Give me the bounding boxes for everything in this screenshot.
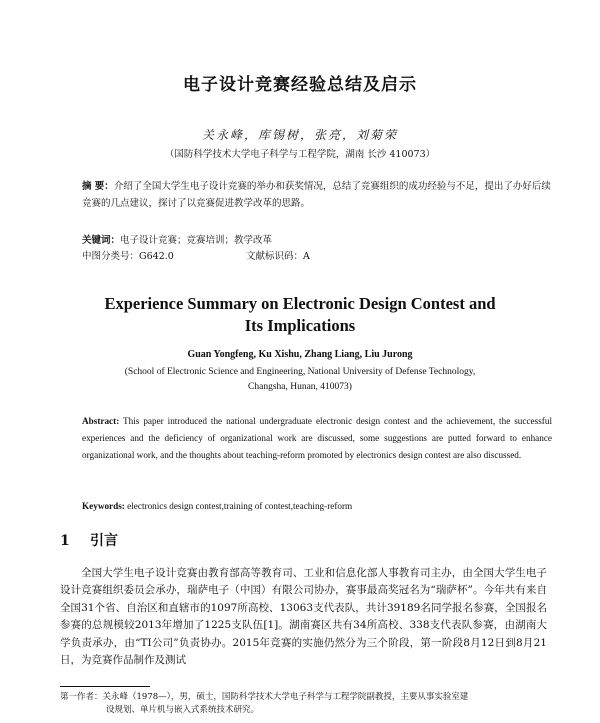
english-keywords-label: Keywords: [82, 501, 125, 511]
document-code-value: A [303, 251, 310, 262]
class-number-value: G642.0 [139, 251, 174, 262]
footnote [60, 691, 560, 717]
document-code-label: 文献标识码： [246, 251, 304, 262]
english-keywords-text: electronics design contest,training of contest,teaching-reform [124, 501, 353, 511]
chinese-affiliation: （国防科学技术大学电子科学与工程学院，湖南 长沙 410073） [164, 149, 436, 160]
english-title-line1: Experience Summary on Electronic Design Contest and [104, 294, 496, 313]
chinese-abstract [82, 178, 552, 212]
chinese-abstract-label: 摘 要： [82, 181, 114, 192]
footnote-line1: 第一作者：关永峰（1978—），男，硕士，国防科学技术大学电子科学与工程学院副教授，主要从事实验室建 [60, 692, 469, 702]
english-authors: Guan Yongfeng, Ku Xishu, Zhang Liang, Liu Jurong [187, 349, 413, 360]
chinese-keywords-text: 电子设计竞赛；竞赛培训；教学改革 [120, 235, 273, 246]
chinese-keywords [82, 232, 272, 246]
english-keywords [82, 501, 352, 511]
chinese-authors: 关永峰，库锡树，张亮，刘菊荣 [201, 128, 398, 142]
body-paragraph: 全国大学生电子设计竞赛由教育部高等教育司、工业和信息化部人事教育司主办，由全国大学生电子设计竞赛组织委员会承办，瑞萨电子（中国）有限公司协办，赛事最高奖冠名为“瑞萨杯”。今年共有来自全国31个省、自治区和直辖市的1097所高校、13063支代表队，共计39189名同学报名参赛，全国报名参赛的总规模较2013年增加了1225支队伍[1]。湖南赛区共有34所高校、338支代表队参赛，由湖南大学负责承办，由“TI公司”负责协办。2015年竞赛的实施仍然分为三个阶段，第一阶段8月12日到8月21日，为竞赛作品制作及测试 [60, 567, 547, 667]
chinese-keywords-label: 关键词： [82, 235, 121, 246]
section-heading [60, 530, 118, 550]
english-title [0, 293, 600, 337]
english-abstract-label: Abstract: [82, 416, 120, 426]
section-number: 1 [60, 533, 70, 549]
footnote-divider [60, 686, 150, 687]
classification-line [82, 248, 552, 262]
english-abstract-text: This paper introduced the national undergraduate electronic design contest and the achievement, the successful experiences and the deficiency of organizational work are discussed, some suggestions are putted forward to enhance organizational work, and the thoughts about teaching-reform promoted by electronics design contest are also discussed. [82, 416, 552, 460]
english-affiliation [0, 365, 600, 395]
english-title-line2: Its Implications [244, 316, 356, 335]
chinese-abstract-text: 介绍了全国大学生电子设计竞赛的举办和获奖情况，总结了竞赛组织的成功经验与不足，提出了办好后续竞赛的几点建议，探讨了以竞赛促进教学改革的思路。 [82, 181, 551, 209]
footnote-line2: 设规划、单片机与嵌入式系统技术研究。 [106, 705, 260, 715]
english-affiliation-line2: Changsha, Hunan, 410073) [248, 382, 352, 392]
section-title: 引言 [90, 533, 118, 549]
english-affiliation-line1: (School of Electronic Science and Engineering, National University of Defense Technology, [124, 367, 476, 377]
document-code [246, 248, 310, 262]
english-abstract [82, 413, 552, 464]
chinese-title: 电子设计竞赛经验总结及启示 [183, 75, 417, 95]
class-number-label: 中图分类号： [82, 251, 140, 262]
